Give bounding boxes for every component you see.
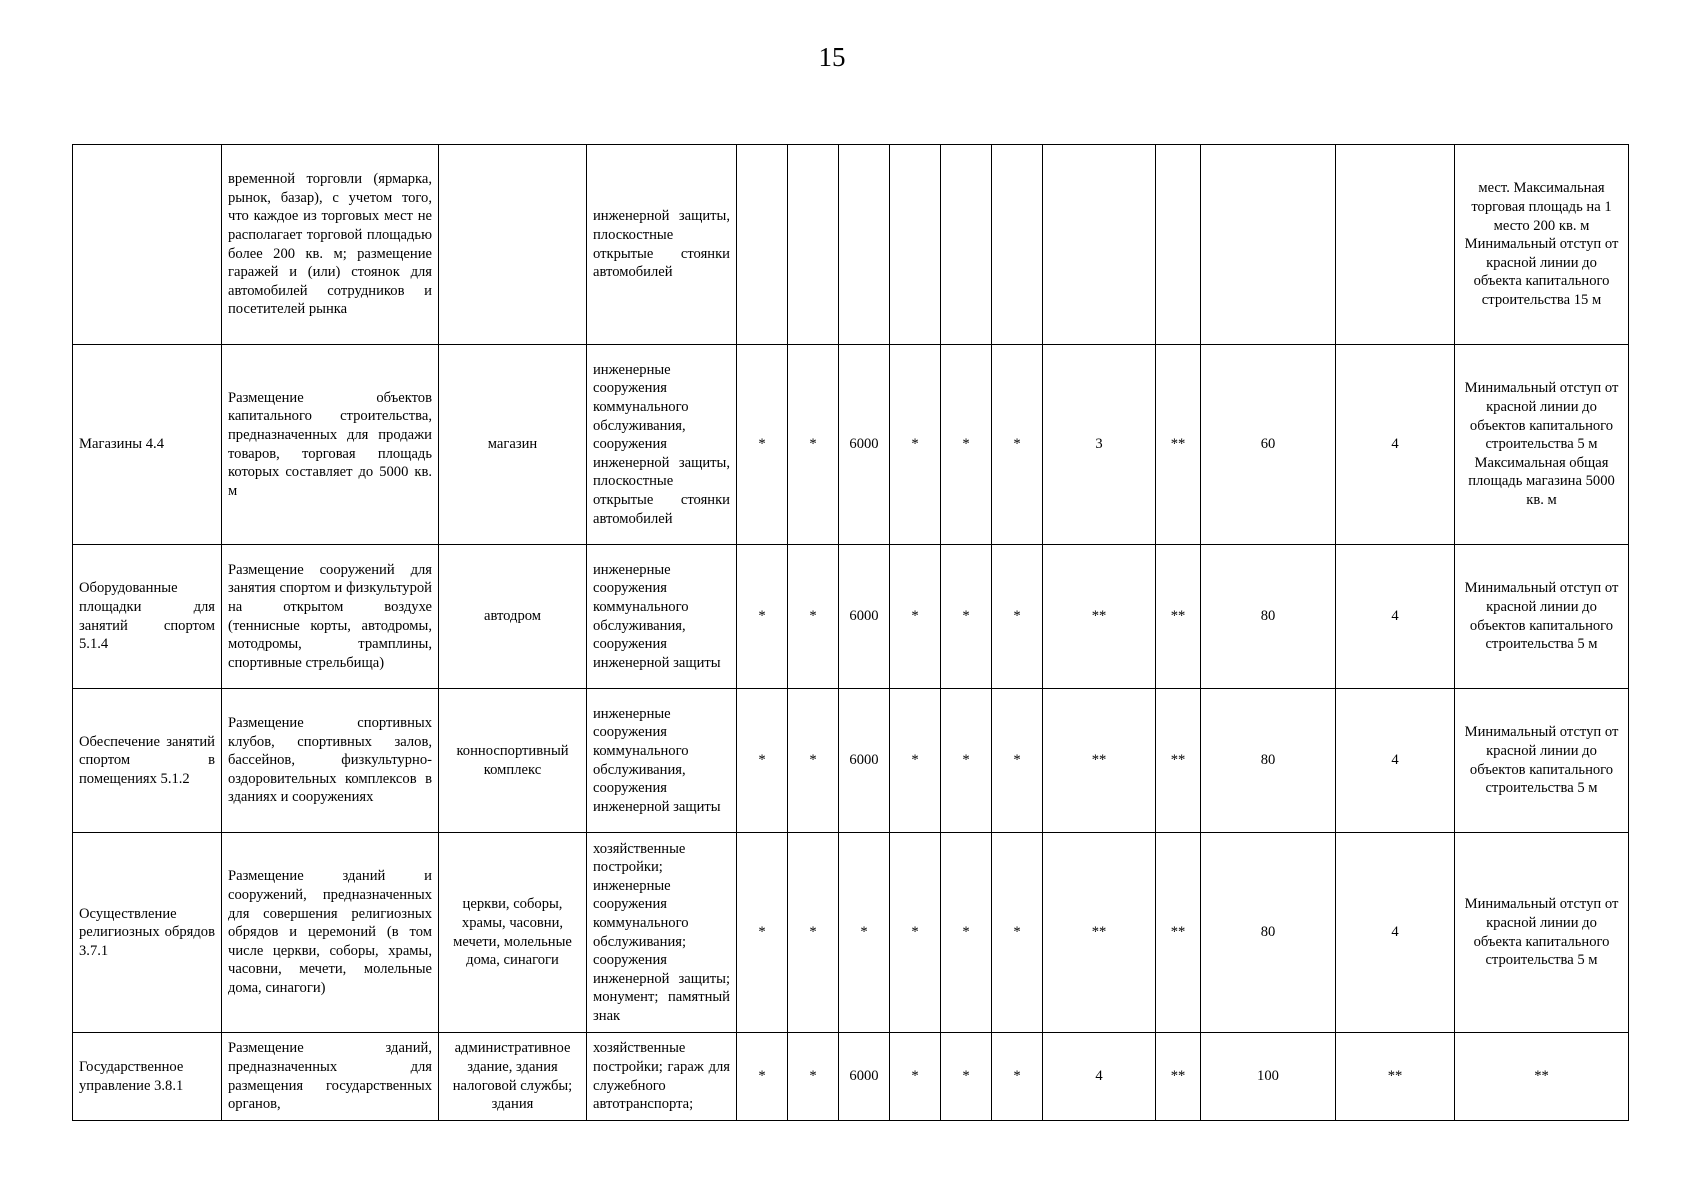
- cell-auxiliary-uses: хозяйственные постройки; гараж для служебного автотранспорта;: [587, 1033, 737, 1121]
- cell-parameter-9: 80: [1201, 833, 1336, 1033]
- cell-parameter-1: *: [737, 1033, 788, 1121]
- cell-parameter-3: 6000: [839, 689, 890, 833]
- cell-parameter-6: *: [992, 545, 1043, 689]
- cell-use-description: Размещение объектов капитального строительства, предназначенных для продажи товаров, торговая площадь которых составляет до 5000 кв. м: [222, 345, 439, 545]
- cell-parameter-10: 4: [1336, 345, 1455, 545]
- cell-parameter-6: *: [992, 345, 1043, 545]
- cell-parameter-3: [839, 145, 890, 345]
- cell-main-object: конноспортивный комплекс: [439, 689, 587, 833]
- cell-parameter-2: *: [788, 1033, 839, 1121]
- cell-parameter-1: *: [737, 689, 788, 833]
- cell-main-object: административное здание, здания налоговой службы; здания: [439, 1033, 587, 1121]
- cell-parameter-6: [992, 145, 1043, 345]
- cell-parameter-9: 60: [1201, 345, 1336, 545]
- cell-notes: Минимальный отступ от красной линии до объекта капитального строительства 5 м: [1455, 833, 1629, 1033]
- cell-parameter-9: 80: [1201, 545, 1336, 689]
- cell-parameter-2: *: [788, 345, 839, 545]
- cell-main-object: [439, 145, 587, 345]
- cell-use-description: Размещение спортивных клубов, спортивных залов, бассейнов, физкультурно-оздоровительных комплексов в зданиях и сооружениях: [222, 689, 439, 833]
- cell-auxiliary-uses: инженерные сооружения коммунального обслуживания, сооружения инженерной защиты: [587, 545, 737, 689]
- cell-parameter-3: 6000: [839, 345, 890, 545]
- cell-parameter-10: **: [1336, 1033, 1455, 1121]
- cell-parameter-9: [1201, 145, 1336, 345]
- cell-parameter-7: **: [1043, 689, 1156, 833]
- cell-parameter-7: 3: [1043, 345, 1156, 545]
- cell-parameter-7: 4: [1043, 1033, 1156, 1121]
- cell-parameter-1: *: [737, 833, 788, 1033]
- table-row: [73, 833, 1629, 1033]
- cell-notes: мест. Максимальная торговая площадь на 1 место 200 кв. м Минимальный отступ от красной линии до объекта капитального строительства 15 м: [1455, 145, 1629, 345]
- cell-main-object: магазин: [439, 345, 587, 545]
- cell-parameter-8: **: [1156, 545, 1201, 689]
- cell-main-object: церкви, соборы, храмы, часовни, мечети, молельные дома, синагоги: [439, 833, 587, 1033]
- table-row: [73, 1033, 1629, 1121]
- cell-parameter-5: [941, 145, 992, 345]
- cell-parameter-7: [1043, 145, 1156, 345]
- cell-parameter-10: 4: [1336, 833, 1455, 1033]
- table-row: [73, 545, 1629, 689]
- cell-parameter-5: *: [941, 833, 992, 1033]
- cell-parameter-2: *: [788, 545, 839, 689]
- cell-parameter-3: 6000: [839, 1033, 890, 1121]
- cell-parameter-8: **: [1156, 689, 1201, 833]
- cell-use-name: Магазины 4.4: [73, 345, 222, 545]
- cell-parameter-4: *: [890, 345, 941, 545]
- cell-parameter-4: *: [890, 689, 941, 833]
- cell-parameter-1: [737, 145, 788, 345]
- cell-parameter-6: *: [992, 833, 1043, 1033]
- cell-parameter-7: **: [1043, 833, 1156, 1033]
- table-row: [73, 345, 1629, 545]
- cell-parameter-10: [1336, 145, 1455, 345]
- cell-parameter-6: *: [992, 1033, 1043, 1121]
- table-row: [73, 689, 1629, 833]
- cell-parameter-8: **: [1156, 345, 1201, 545]
- cell-parameter-7: **: [1043, 545, 1156, 689]
- cell-parameter-3: 6000: [839, 545, 890, 689]
- cell-parameter-2: *: [788, 833, 839, 1033]
- cell-auxiliary-uses: хозяйственные постройки; инженерные сооружения коммунального обслуживания; сооружения инженерной защиты; монумент; памятный знак: [587, 833, 737, 1033]
- cell-parameter-4: *: [890, 545, 941, 689]
- cell-parameter-5: *: [941, 1033, 992, 1121]
- cell-parameter-9: 100: [1201, 1033, 1336, 1121]
- cell-parameter-6: *: [992, 689, 1043, 833]
- cell-parameter-4: *: [890, 833, 941, 1033]
- cell-use-description: временной торговли (ярмарка, рынок, базар), с учетом того, что каждое из торговых мест не располагает торговой площадью более 200 кв. м; размещение гаражей и (или) стоянок для автомобилей сотрудников и посетителей рынка: [222, 145, 439, 345]
- cell-parameter-2: *: [788, 689, 839, 833]
- cell-use-name: Оборудованные площадки для занятий спортом 5.1.4: [73, 545, 222, 689]
- cell-notes: Минимальный отступ от красной линии до объектов капитального строительства 5 м: [1455, 545, 1629, 689]
- cell-use-name: Осуществление религиозных обрядов 3.7.1: [73, 833, 222, 1033]
- cell-parameter-10: 4: [1336, 545, 1455, 689]
- cell-parameter-8: **: [1156, 1033, 1201, 1121]
- cell-use-description: Размещение зданий, предназначенных для размещения государственных органов,: [222, 1033, 439, 1121]
- cell-use-description: Размещение сооружений для занятия спортом и физкультурой на открытом воздухе (теннисные корты, автодромы, мотодромы, трамплины, спортивные стрельбища): [222, 545, 439, 689]
- cell-main-object: автодром: [439, 545, 587, 689]
- cell-parameter-1: *: [737, 545, 788, 689]
- cell-parameter-4: [890, 145, 941, 345]
- cell-parameter-5: *: [941, 545, 992, 689]
- cell-parameter-8: **: [1156, 833, 1201, 1033]
- cell-use-name: [73, 145, 222, 345]
- cell-use-description: Размещение зданий и сооружений, предназначенных для совершения религиозных обрядов и церемоний (в том числе церкви, соборы, храмы, часовни, мечети, молельные дома, синагоги): [222, 833, 439, 1033]
- cell-notes: Минимальный отступ от красной линии до объектов капитального строительства 5 м Максимальная общая площадь магазина 5000 кв. м: [1455, 345, 1629, 545]
- cell-parameter-5: *: [941, 345, 992, 545]
- cell-use-name: Обеспечение занятий спортом в помещениях 5.1.2: [73, 689, 222, 833]
- land-use-regulations-table: [72, 144, 1629, 1121]
- cell-parameter-1: *: [737, 345, 788, 545]
- cell-auxiliary-uses: инженерные сооружения коммунального обслуживания, сооружения инженерной защиты, плоскостные открытые стоянки автомобилей: [587, 345, 737, 545]
- cell-parameter-4: *: [890, 1033, 941, 1121]
- cell-parameter-8: [1156, 145, 1201, 345]
- cell-auxiliary-uses: инженерной защиты, плоскостные открытые стоянки автомобилей: [587, 145, 737, 345]
- page-number: 15: [818, 42, 846, 72]
- cell-parameter-2: [788, 145, 839, 345]
- cell-parameter-3: *: [839, 833, 890, 1033]
- cell-parameter-10: 4: [1336, 689, 1455, 833]
- cell-parameter-5: *: [941, 689, 992, 833]
- table-row: [73, 145, 1629, 345]
- cell-use-name: Государственное управление 3.8.1: [73, 1033, 222, 1121]
- cell-notes: Минимальный отступ от красной линии до объектов капитального строительства 5 м: [1455, 689, 1629, 833]
- cell-parameter-9: 80: [1201, 689, 1336, 833]
- cell-notes: **: [1455, 1033, 1629, 1121]
- cell-auxiliary-uses: инженерные сооружения коммунального обслуживания, сооружения инженерной защиты: [587, 689, 737, 833]
